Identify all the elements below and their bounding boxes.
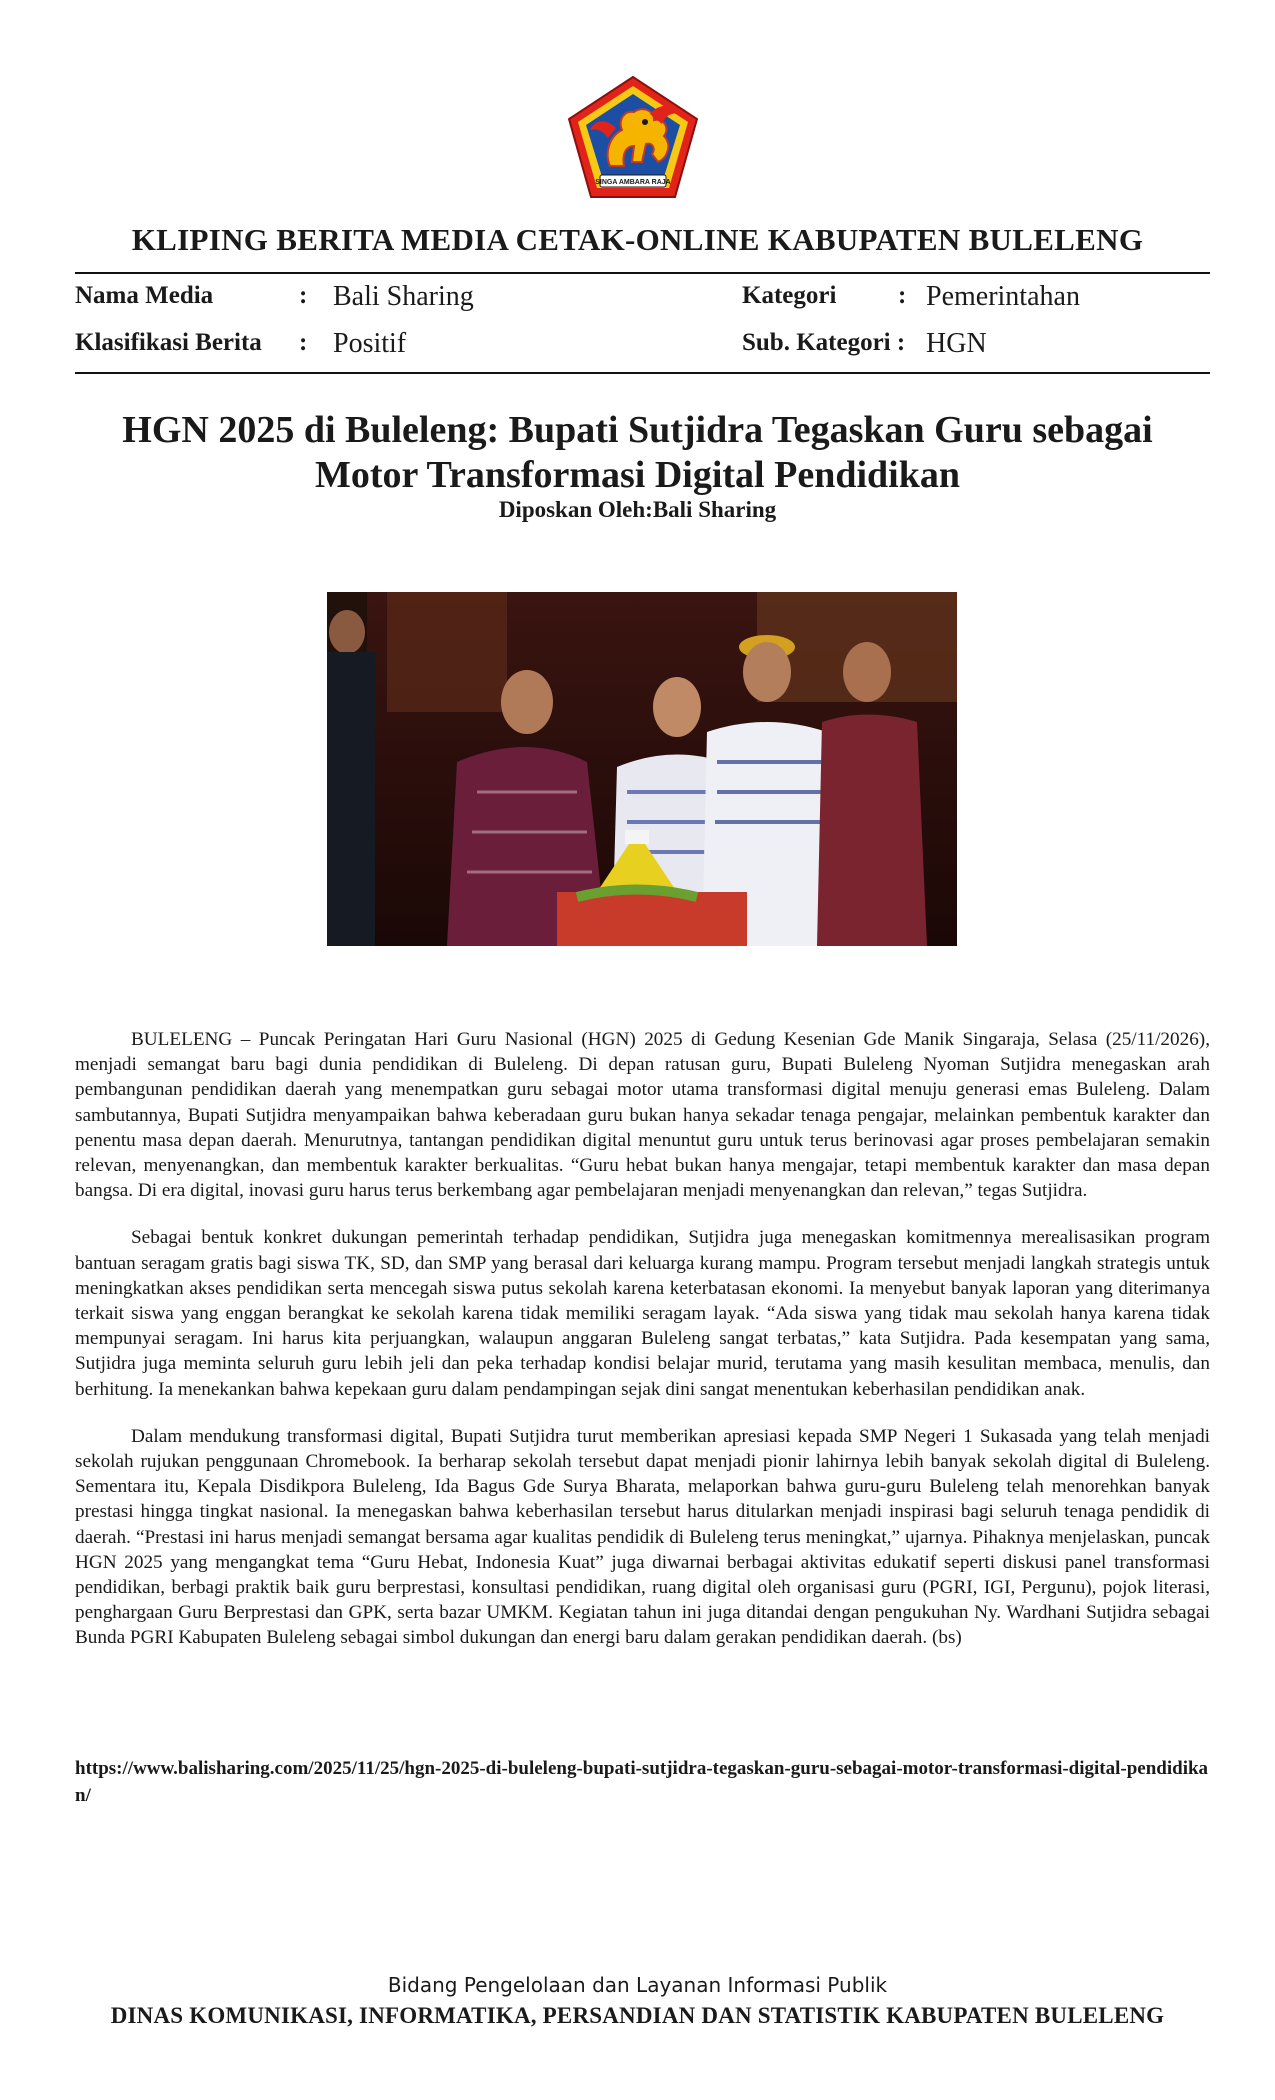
media-value: Bali Sharing — [333, 281, 474, 312]
source-url-link[interactable]: https://www.balisharing.com/2025/11/25/hgn-2025-di-buleleng-bupati-sutjidra-tegaskan-guru-sebagai-motor-transformasi-digital-pendidikan/ — [75, 1758, 1209, 1806]
document-title: KLIPING BERITA MEDIA CETAK-ONLINE KABUPATEN BULELENG — [131, 222, 1144, 257]
kategori-colon: : — [898, 282, 907, 309]
article-headline: HGN 2025 di Buleleng: Bupati Sutjidra Tegaskan Guru sebagai Motor Transformasi Digital Pendidikan — [122, 409, 1153, 496]
article-body — [75, 1027, 1210, 1673]
klasifikasi-value: Positif — [333, 328, 407, 359]
article-paragraph: Dalam mendukung transformasi digital, Bupati Sutjidra turut memberikan apresiasi kepada SMP Negeri 1 Sukasada yang telah menjadi sekolah rujukan penggunaan Chromebook. Ia berharap sekolah tersebut dapat menjadi pionir lahirnya lebih banyak sekolah digital di Buleleng. Sementara itu, Kepala Disdikpora Buleleng, Ida Bagus Gde Surya Bharata, melaporkan bahwa guru-guru Buleleng telah menorehkan banyak prestasi hingga tingkat nasional. Ia menegaskan bahwa keberhasilan tersebut harus ditularkan menjadi inspirasi bagi seluruh tenaga pendidik di daerah. “Prestasi ini harus menjadi semangat bersama agar kualitas pendidik di Buleleng terus meningkat,” ujarnya. Pihaknya menjelaskan, puncak HGN 2025 yang mengangkat tema “Guru Hebat, Indonesia Kuat” juga diwarnai berbagai aktivitas edukatif seperti diskusi panel transformasi pendidikan, berbagi praktik baik guru berprestasi, konsultasi pendidikan, ruang digital oleh organisasi guru (PGRI, IGI, Pergunu), pojok literasi, penghargaan Guru Berprestasi dan GPK, serta bazar UMKM. Kegiatan tahun ini juga ditandai dengan pengukuhan Ny. Wardhani Sutjidra sebagai Bunda PGRI Kabupaten Buleleng sebagai simbol dukungan dan energi baru dalam gerakan pendidikan daerah. (bs) — [75, 1425, 1210, 1649]
kategori-value: Pemerintahan — [926, 281, 1080, 312]
article-paragraph: BULELENG – Puncak Peringatan Hari Guru Nasional (HGN) 2025 di Gedung Kesenian Gde Manik Singaraja, Selasa (25/11/2026), menjadi semangat baru bagi dunia pendidikan di Buleleng. Di depan ratusan guru, Bupati Buleleng Nyoman Sutjidra menegaskan arah pembangunan pendidikan daerah yang menempatkan guru sebagai motor utama transformasi digital menuju generasi emas Buleleng. Dalam sambutannya, Bupati Sutjidra menyampaikan bahwa keberadaan guru bukan hanya sekadar tenaga pengajar, melainkan pembentuk karakter dan penentu masa depan daerah. Menurutnya, tantangan pendidikan digital menuntut guru untuk terus berinovasi agar proses pembelajaran semakin relevan, menyenangkan, dan membentuk karakter berkualitas. “Guru hebat bukan hanya mengajar, tetapi membentuk karakter dan masa depan bangsa. Di era digital, inovasi guru harus terus berkembang agar pembelajaran menjadi menyenangkan dan relevan,” tegas Sutjidra. — [75, 1029, 1210, 1202]
emblem-motto: SINGA AMBARA RAJA — [595, 179, 671, 186]
klasifikasi-colon: : — [299, 329, 308, 356]
subkategori-value: HGN — [926, 328, 987, 359]
top-divider — [75, 272, 1210, 274]
klasifikasi-label: Klasifikasi Berita — [75, 329, 262, 356]
bottom-divider — [75, 372, 1210, 374]
buleleng-emblem-logo — [566, 74, 700, 200]
article-paragraph: Sebagai bentuk konkret dukungan pemerintah terhadap pendidikan, Sutjidra juga menegaskan komitmennya merealisasikan program bantuan seragam gratis bagi siswa TK, SD, dan SMP yang berasal dari keluarga kurang mampu. Program tersebut menjadi langkah strategis untuk meningkatkan akses pendidikan serta mencegah siswa putus sekolah karena keterbatasan ekonomi. Ia menyebut banyak laporan yang diterimanya terkait siswa yang enggan berangkat ke sekolah karena tidak memiliki seragam layak. “Ada siswa yang tidak mau sekolah hanya karena tidak mempunyai seragam. Ini harus kita perjuangkan, walaupun anggaran Buleleng sangat terbatas,” kata Sutjidra. Pada kesempatan yang sama, Sutjidra juga meminta seluruh guru lebih jeli dan peka terhadap kondisi belajar murid, terutama yang masih kesulitan membaca, menulis, dan berhitung. Ia menekankan bahwa kepekaan guru dalam pendampingan sejak dini sangat menentukan keberhasilan pendidikan anak. — [75, 1227, 1210, 1400]
footer-agency: DINAS KOMUNIKASI, INFORMATIKA, PERSANDIAN DAN STATISTIK KABUPATEN BULELENG — [110, 2003, 1165, 2028]
footer-department: Bidang Pengelolaan dan Layanan Informasi Publik — [387, 1973, 888, 1997]
media-label: Nama Media — [75, 282, 214, 309]
subkategori-label: Sub. Kategori : — [742, 329, 906, 356]
ceremony-photo — [327, 592, 957, 946]
article-byline: Diposkan Oleh:Bali Sharing — [498, 497, 777, 522]
kategori-label: Kategori — [742, 282, 837, 309]
media-colon: : — [299, 282, 308, 309]
